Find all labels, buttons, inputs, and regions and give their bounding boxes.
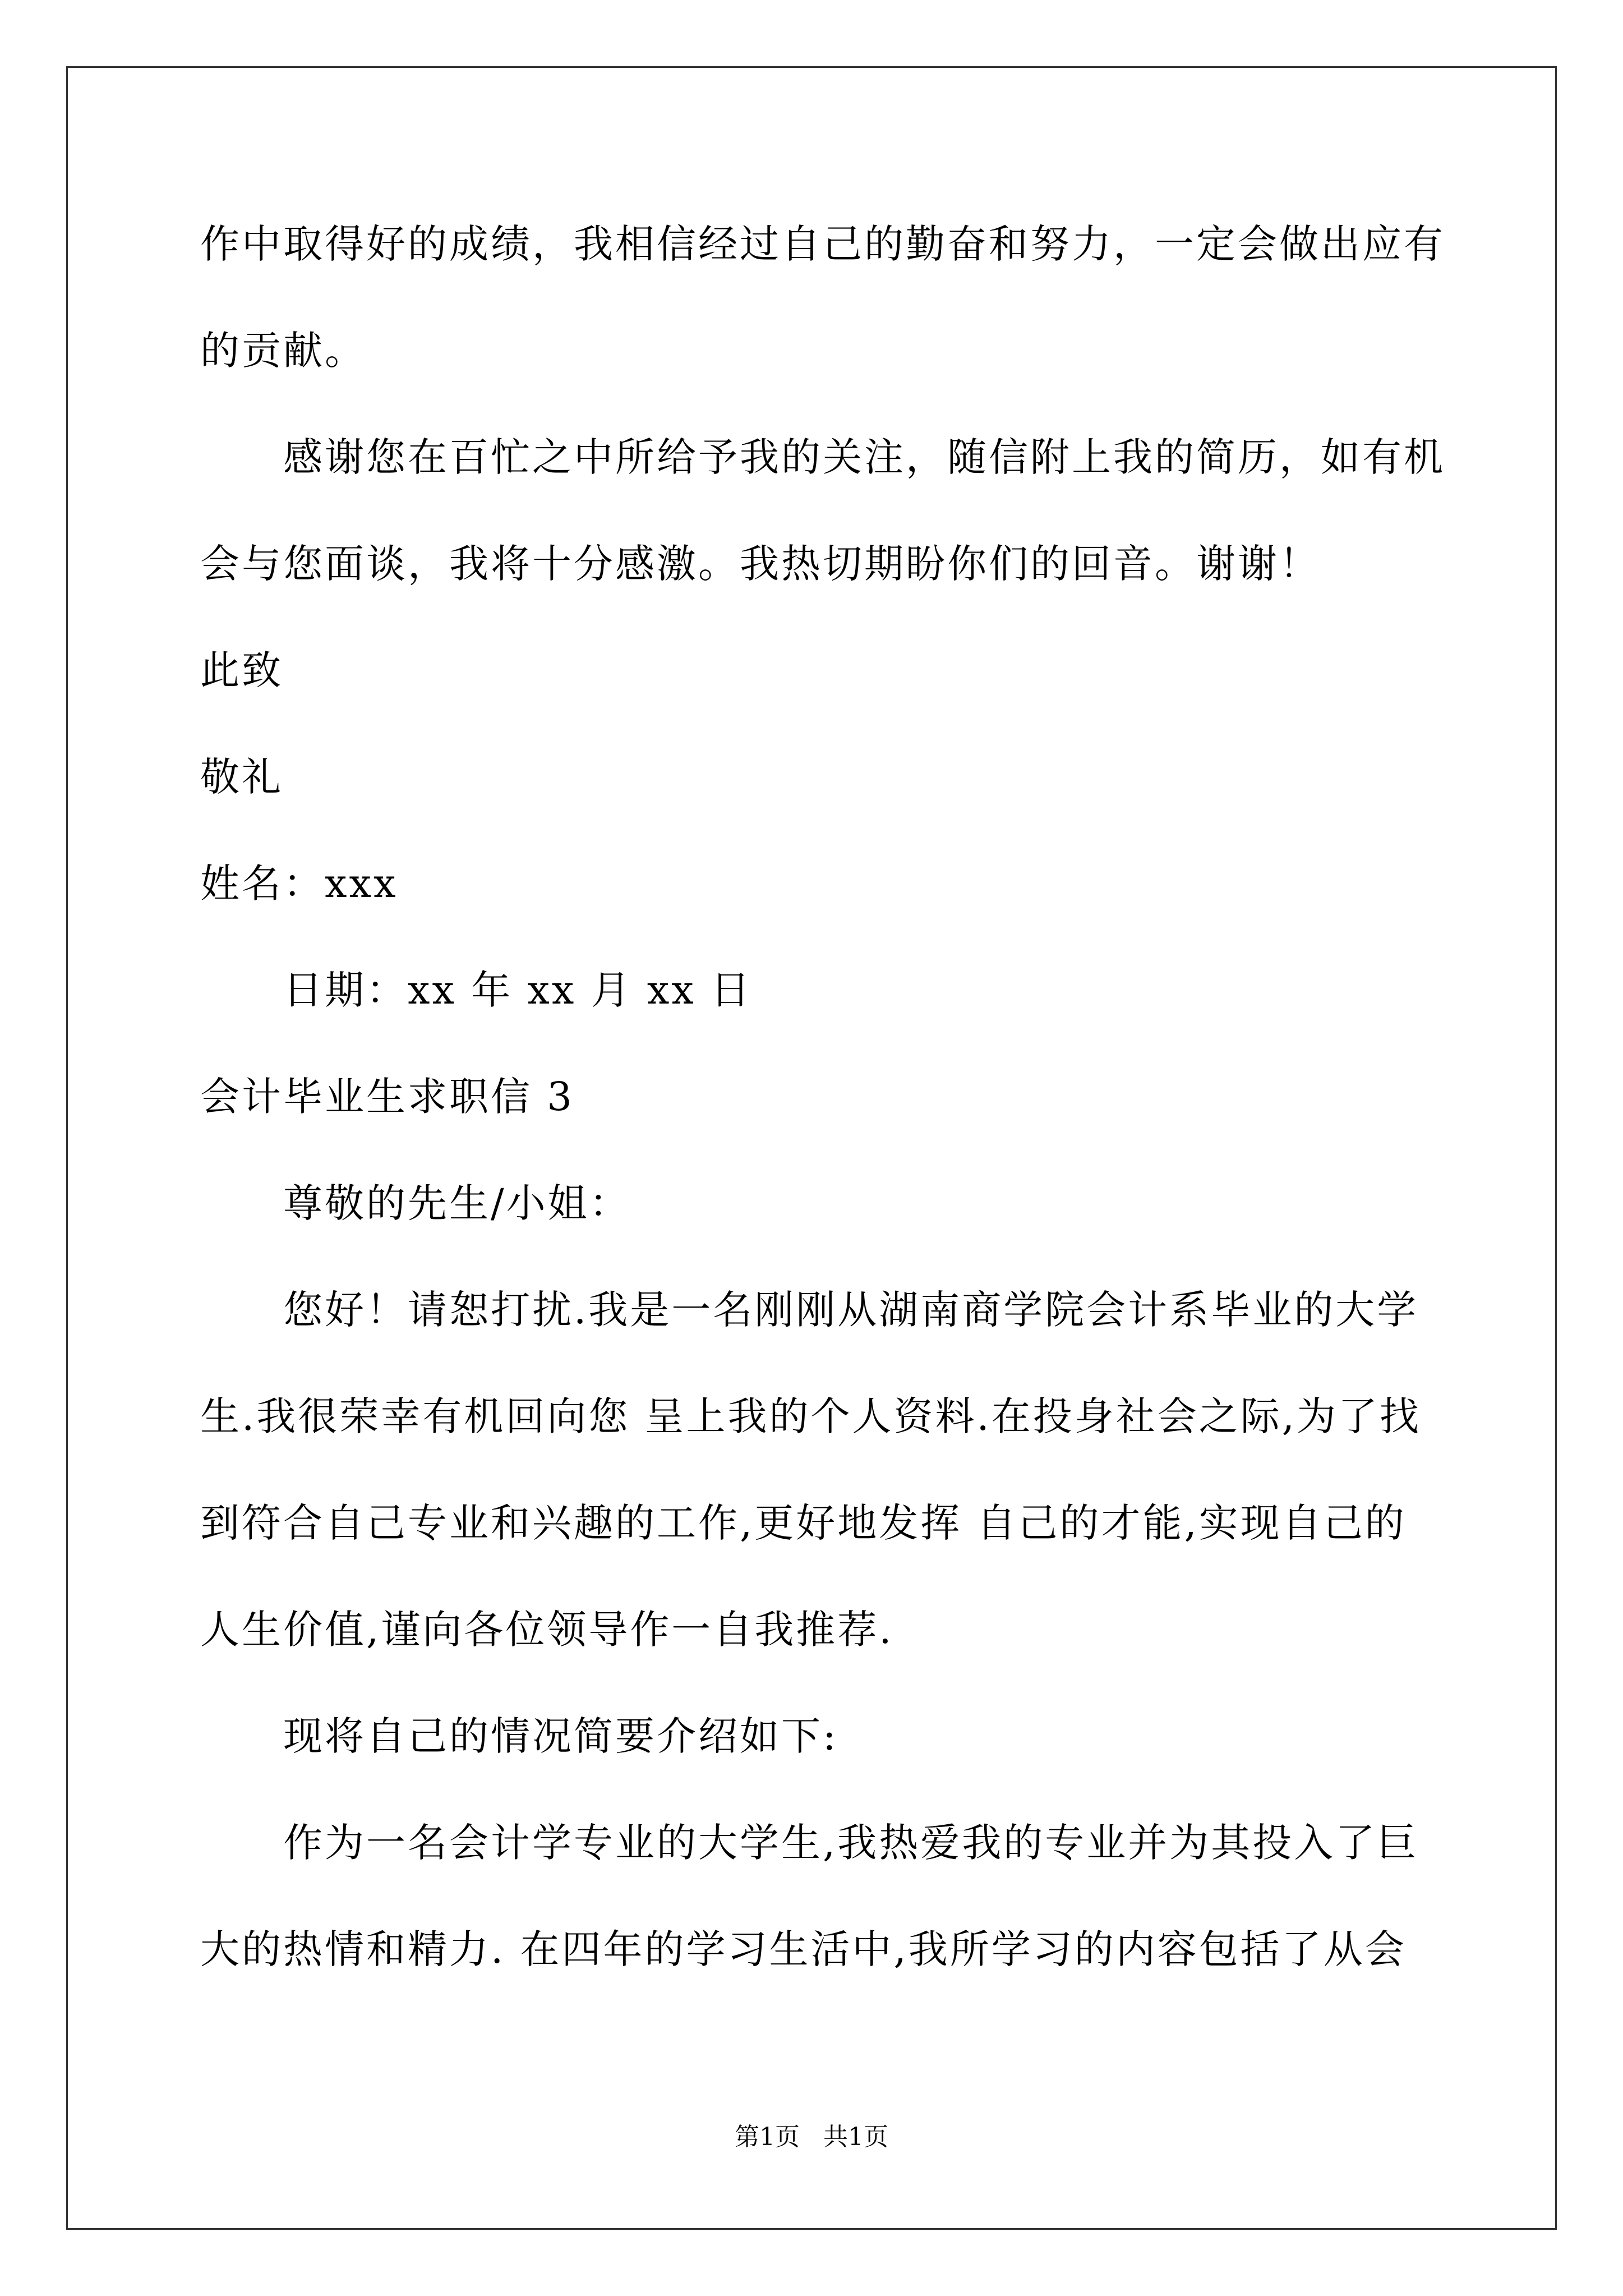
closing-line: 此致 [200, 647, 283, 693]
paragraph-line: 感谢您在百忙之中所给予我的关注，随信附上我的简历，如有机 [283, 434, 1445, 480]
section-title: 会计毕业生求职信 3 [200, 1074, 574, 1120]
paragraph-line: 您好！请恕打扰.我是一名刚刚从湖南商学院会计系毕业的大学 [283, 1287, 1419, 1333]
closing-line: 敬礼 [200, 754, 283, 800]
document-body [200, 191, 1445, 2003]
signature-date: 日期：xx 年 xx 月 xx 日 [283, 967, 753, 1013]
paragraph-line: 的贡献。 [200, 328, 366, 374]
paragraph-line: 人生价值,谨向各位领导作一自我推荐. [200, 1607, 894, 1653]
paragraph-line: 到符合自己专业和兴趣的工作,更好地发挥 自己的才能,实现自己的 [200, 1500, 1407, 1546]
paragraph-line: 现将自己的情况简要介绍如下: [283, 1713, 838, 1759]
paragraph-line: 大的热情和精力. 在四年的学习生活中,我所学习的内容包括了从会 [200, 1926, 1407, 1972]
paragraph-line: 会与您面谈，我将十分感激。我热切期盼你们的回音。谢谢！ [200, 541, 1321, 587]
paragraph-line: 作为一名会计学专业的大学生,我热爱我的专业并为其投入了巨 [283, 1820, 1419, 1866]
paragraph-line: 生.我很荣幸有机回向您 呈上我的个人资料.在投身社会之际,为了找 [200, 1393, 1422, 1439]
signature-name: 姓名：xxx [200, 861, 398, 907]
paragraph-line: 作中取得好的成绩，我相信经过自己的勤奋和努力，一定会做出应有 [200, 221, 1445, 267]
salutation: 尊敬的先生/小姐： [283, 1180, 631, 1226]
page-footer: 第1页 共1页 [735, 2123, 888, 2151]
